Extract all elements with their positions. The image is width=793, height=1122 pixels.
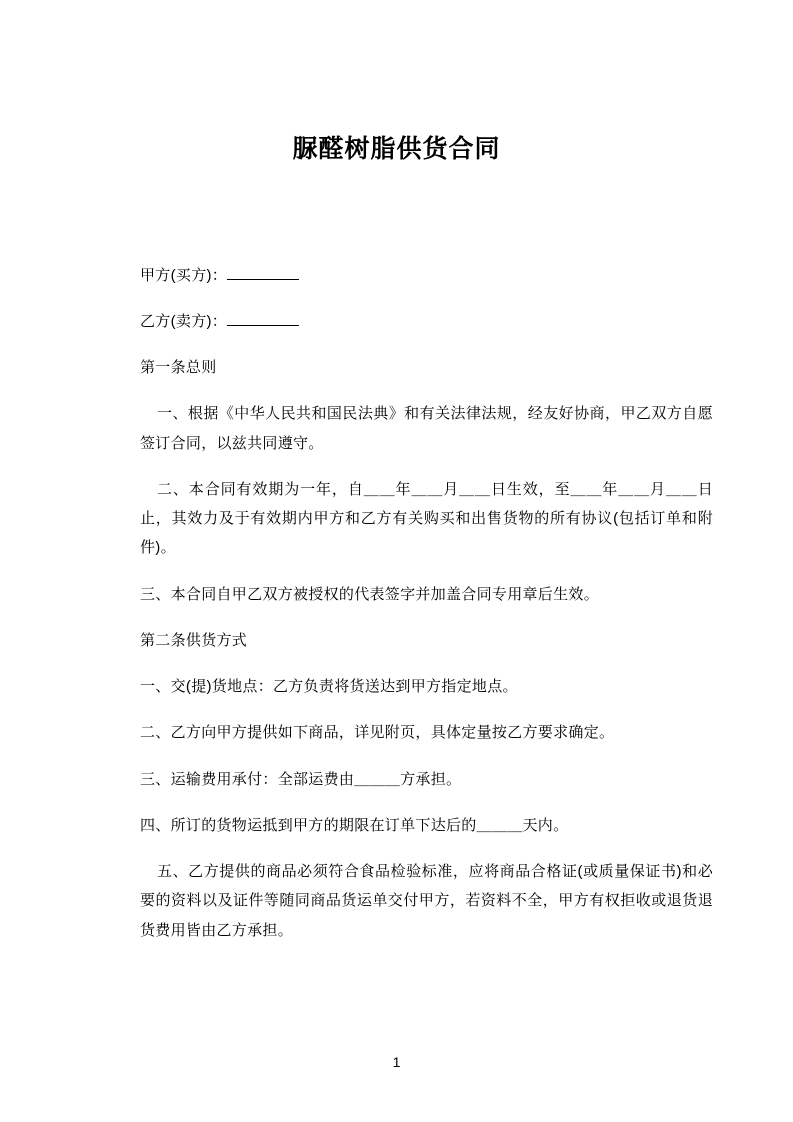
- section-1-paragraph-3: 三、本合同自甲乙双方被授权的代表签字并加盖合同专用章后生效。: [140, 585, 600, 603]
- party-buyer-label: 甲方(买方)：: [140, 266, 228, 284]
- section-2-paragraph-3: 三、运输费用承付：全部运费由＿＿＿方承担。: [140, 770, 462, 788]
- section-1-paragraph-2: 二、本合同有效期为一年，自＿＿年＿＿月＿＿日生效，至＿＿年＿＿月＿＿日止，其效力及于有效期内甲方和乙方有关购买和出售货物的所有协议(包括订单和附件)。: [140, 480, 713, 557]
- section-2-paragraph-1: 一、交(提)货地点：乙方负责将货送达到甲方指定地点。: [140, 678, 518, 695]
- party-buyer-blank[interactable]: [227, 264, 299, 279]
- section-1-paragraph-1: 一、根据《中华人民共和国民法典》和有关法律法规，经友好协商，甲乙双方自愿签订合同，以兹共同遵守。: [140, 405, 713, 452]
- title-spacer: [0, 166, 793, 261]
- page-title: 脲醛树脂供货合同: [292, 135, 501, 163]
- section-2-paragraph-5: 五、乙方提供的商品必须符合食品检验标准，应将商品合格证(或质量保证书)和必要的资料以及证件等随同商品货运单交付甲方，若资料不全，甲方有权拒收或退货退货费用皆由乙方承担。: [140, 863, 713, 939]
- document-body: [80, 261, 713, 945]
- party-seller-line: [140, 307, 713, 336]
- section-heading-2: 第二条供货方式: [140, 631, 248, 649]
- page-number: 1: [392, 1054, 401, 1070]
- section-2-paragraph-4: 四、所订的货物运抵到甲方的期限在订单下达后的＿＿＿天内。: [140, 816, 569, 834]
- section-heading-1: 第一条总则: [140, 359, 217, 376]
- party-seller-blank[interactable]: [227, 311, 299, 326]
- party-seller-label: 乙方(卖方)：: [140, 312, 228, 330]
- party-buyer-line: [140, 261, 713, 290]
- section-2-paragraph-2: 二、乙方向甲方提供如下商品，详见附页，具体定量按乙方要求确定。: [140, 724, 615, 742]
